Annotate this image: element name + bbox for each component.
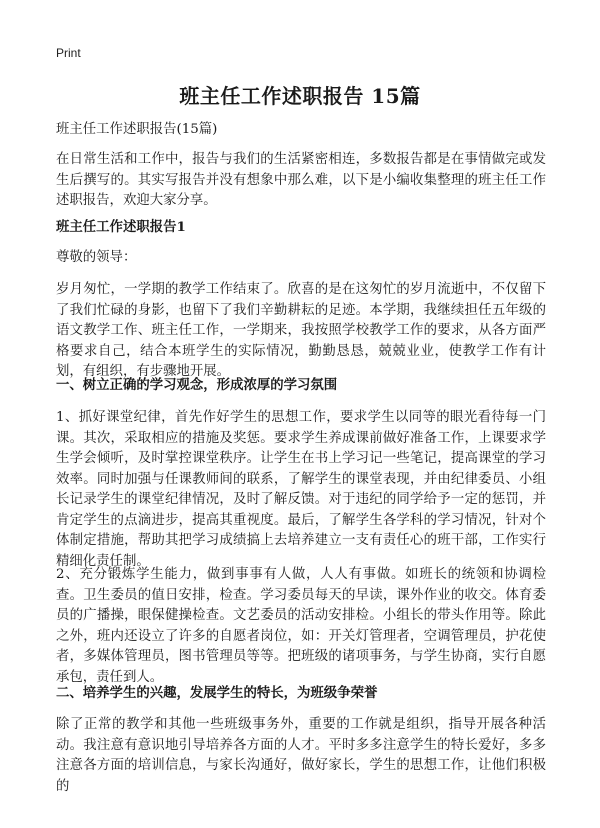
section-2-heading: 二、培养学生的兴趣，发展学生的特长，为班级争荣誉 xyxy=(56,685,378,701)
greeting: 尊敬的领导： xyxy=(56,250,137,265)
paragraph-interests: 除了正常的教学和其他一些班级事务外，重要的工作就是组织，指导开展各种活动。我注意有意识地引导培养各方面的人才。平时多多注意学生的特长爱好，多多注意各方面的培训信息，与家长沟通好，做好家长，学生的思想工作，让他们积极的 xyxy=(56,717,546,794)
paragraph-opening: 岁月匆忙，一学期的教学工作结束了。欣喜的是在这匆忙的岁月流逝中，不仅留下了我们忙碌的身影，也留下了我们辛勤耕耘的足迹。本学期，我继续担任五年级的语文教学工作、班主任工作，一学期来，我按照学校教学工作的要求，从各方面严格要求自己，结合本班学生的实际情况，勤勤恳恳，兢兢业业，使教学工作有计划，有组织，有步骤地开展。 xyxy=(56,282,546,379)
report-1-heading: 班主任工作述职报告1 xyxy=(56,219,186,235)
section-1-heading: 一、树立正确的学习观念，形成浓厚的学习氛围 xyxy=(56,377,338,393)
print-link[interactable]: Print xyxy=(56,46,81,60)
document-title: 班主任工作述职报告 15篇 xyxy=(179,84,421,108)
paragraph-abilities: 2、充分锻炼学生能力，做到事事有人做，人人有事做。如班长的统领和协调检查。卫生委员的值日安排，检查。学习委员每天的早读，课外作业的收交。体育委员的广播操，眼保健操检查。文艺委员的活动安排检。小组长的带头作用等。除此之外，班内还设立了许多的自愿者岗位，如：开关灯管理者，空调管理员，护花使者，多媒体管理员，图书管理员等等。把班级的诸项事务，与学生协商，实行自愿承包，责任到人。 xyxy=(56,567,546,685)
document-subtitle: 班主任工作述职报告(15篇) xyxy=(56,122,218,137)
intro-paragraph: 在日常生活和工作中，报告与我们的生活紧密相连，多数报告都是在事情做完或发生后撰写的。其实写报告并没有想象中那么难，以下是小编收集整理的班主任工作述职报告，欢迎大家分享。 xyxy=(56,152,546,208)
paragraph-discipline: 1、抓好课堂纪律，首先作好学生的思想工作，要求学生以同等的眼光看待每一门课。其次，采取相应的措施及奖惩。要求学生养成课前做好准备工作，上课要求学生学会倾听，及时掌控课堂秩序。让学生在书上学习记一些笔记，提高课堂的学习效率。同时加强与任课教师间的联系，了解学生的课堂表现，并由纪律委员、小组长记录学生的课堂纪律情况，及时了解反馈。对于违纪的同学给予一定的惩罚，并肯定学生的点滴进步，提高其重视度。最后，了解学生各学科的学习情况，针对个体制定措施，帮助其把学习成绩搞上去培养建立一支有责任心的班干部，工作实行精细化责任制。 xyxy=(56,410,546,569)
